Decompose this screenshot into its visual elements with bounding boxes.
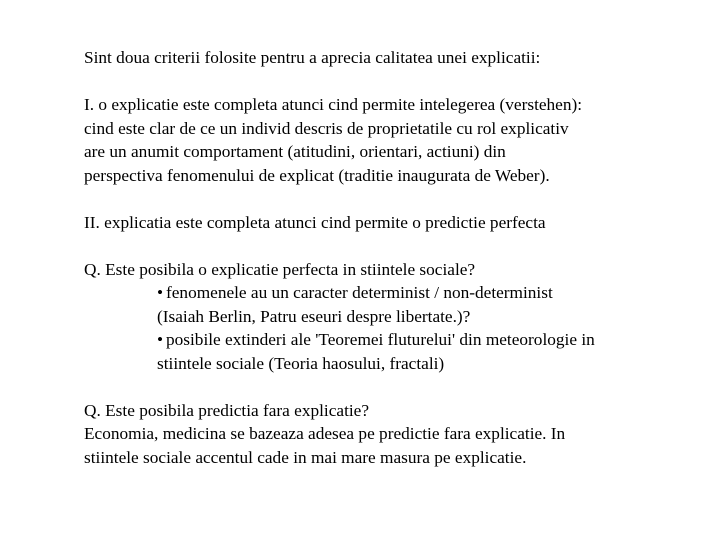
bullet-icon: • (157, 283, 164, 302)
question-2-text: Q. Este posibila predictia fara explicatie? (84, 400, 370, 420)
question-1-text: Q. Este posibila o explicatie perfecta in stiintele sociale? (84, 259, 476, 279)
criterion-2-text: II. explicatia este completa atunci cind permite o predictie perfecta (84, 212, 546, 232)
slide-content (84, 46, 684, 493)
criterion-1-line: I. o explicatie este completa atunci cind permite intelegerea (verstehen): (84, 95, 583, 114)
answer-line: Economia, medicina se bazeaza adesea pe predictie fara explicatie. In (84, 424, 566, 443)
bullet-continuation: stiintele sociale (Teoria haosului, fractali) (157, 353, 445, 373)
bullet-item (84, 281, 684, 305)
intro-text: Sint doua criterii folosite pentru a aprecia calitatea unei explicatii: (84, 48, 541, 67)
bullet-item (84, 328, 684, 352)
bullet-continuation: (Isaiah Berlin, Patru eseuri despre libertate.)? (157, 306, 471, 326)
intro-paragraph (84, 46, 684, 70)
criterion-1-line: cind este clar de ce un individ descris de proprietatile cu rol explicativ (84, 118, 569, 138)
bullet-text: posibile extinderi ale 'Teoremei fluturelui' din meteorologie in (166, 330, 595, 349)
bullet-text: fenomenele au un caracter determinist / non-determinist (166, 283, 553, 302)
question-2-block (84, 399, 684, 470)
question-1-block (84, 258, 684, 376)
criterion-1-line: perspectiva fenomenului de explicat (traditie inaugurata de Weber). (84, 165, 550, 185)
criterion-1-paragraph (84, 93, 684, 187)
criterion-1-line: are un anumit comportament (atitudini, orientari, actiuni) din (84, 142, 506, 161)
criterion-2-paragraph (84, 211, 684, 235)
answer-line: stiintele sociale accentul cade in mai mare masura pe explicatie. (84, 447, 527, 467)
bullet-icon: • (157, 330, 164, 349)
